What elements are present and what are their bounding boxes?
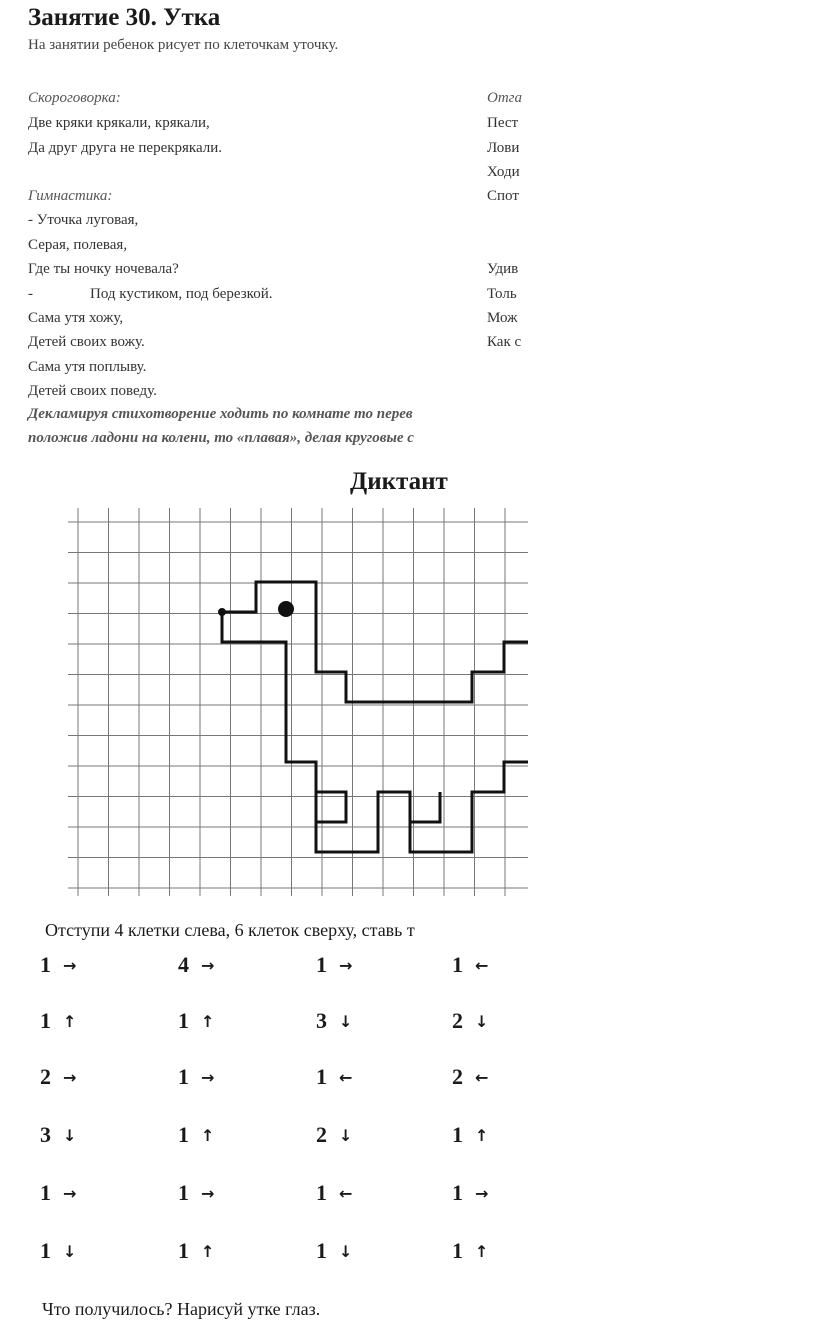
arrow-right-icon: → xyxy=(201,1183,215,1203)
arrow-right-icon: → xyxy=(63,1067,77,1087)
page-title: Занятие 30. Утка xyxy=(28,4,221,31)
step-count: 2 xyxy=(452,1008,463,1033)
arrow-right-icon: → xyxy=(201,1067,215,1087)
arrow-up-icon: ↑ xyxy=(201,1241,215,1261)
step-count: 1 xyxy=(40,1008,51,1033)
arrow-up-icon: ↑ xyxy=(475,1241,489,1261)
step-count: 1 xyxy=(316,1180,327,1205)
poem-line: Детей своих поведу. xyxy=(28,383,157,399)
poem-line: Сама утя поплыву. xyxy=(28,359,147,375)
tongue-twister-line: Две кряки крякали, крякали, xyxy=(28,115,210,131)
step-count: 1 xyxy=(452,1122,463,1147)
tongue-twister-line: Да друг друга не перекрякали. xyxy=(28,140,223,156)
step-count: 4 xyxy=(178,952,189,977)
step-count: 1 xyxy=(316,1064,327,1089)
step-count: 1 xyxy=(40,1238,51,1263)
dictant-step xyxy=(178,1180,214,1206)
dictant-step xyxy=(40,1122,76,1148)
duck-eye xyxy=(278,601,294,617)
step-count: 1 xyxy=(178,1064,189,1089)
poem-line: Под кустиком, под березкой. xyxy=(90,286,273,302)
instruction-note: положив ладони на колени, то «плавая», делая круговые с xyxy=(28,430,414,446)
right-col-line: Спот xyxy=(487,188,519,204)
dictant-step xyxy=(178,1064,214,1090)
footer-question: Что получилось? Нарисуй утке глаз. xyxy=(42,1299,321,1319)
step-count: 1 xyxy=(178,1238,189,1263)
arrow-left-icon: ← xyxy=(339,1183,353,1203)
dictant-step xyxy=(452,1064,488,1090)
dictant-step xyxy=(178,1008,214,1034)
right-col-line: Мож xyxy=(487,310,518,326)
step-count: 3 xyxy=(316,1008,327,1033)
dictant-step xyxy=(316,1180,352,1206)
dictant-step xyxy=(40,1064,76,1090)
right-col-line: Как с xyxy=(487,334,522,350)
poem-line: - Уточка луговая, xyxy=(28,212,139,228)
poem-line: Сама утя хожу, xyxy=(28,310,124,326)
arrow-right-icon: → xyxy=(339,955,353,975)
dictant-step xyxy=(316,952,352,978)
arrow-down-icon: ↓ xyxy=(63,1241,77,1261)
right-col-line: Толь xyxy=(487,286,517,302)
arrow-up-icon: ↑ xyxy=(201,1011,215,1031)
dictant-step xyxy=(40,1180,76,1206)
dictant-step xyxy=(316,1008,352,1034)
arrow-down-icon: ↓ xyxy=(339,1125,353,1145)
step-count: 1 xyxy=(316,1238,327,1263)
tongue-twister-label: Скороговорка: xyxy=(28,90,121,106)
dictant-step xyxy=(178,1122,214,1148)
dictant-step xyxy=(316,1064,352,1090)
page-subtitle: На занятии ребенок рисует по клеточкам уточку. xyxy=(28,37,339,53)
dictant-step xyxy=(452,1238,488,1264)
arrow-up-icon: ↑ xyxy=(475,1125,489,1145)
right-col-line: Удив xyxy=(487,261,519,277)
dictant-heading: Диктант xyxy=(350,468,448,495)
arrow-down-icon: ↓ xyxy=(475,1011,489,1031)
step-count: 2 xyxy=(316,1122,327,1147)
drawing-grid xyxy=(68,508,528,900)
poem-dash: - xyxy=(28,286,33,302)
arrow-right-icon: → xyxy=(63,1183,77,1203)
dictant-step xyxy=(178,1238,214,1264)
dictant-step xyxy=(40,1008,76,1034)
arrow-right-icon: → xyxy=(63,955,77,975)
poem-line: Серая, полевая, xyxy=(28,237,128,253)
dictant-step xyxy=(40,1238,76,1264)
right-col-line: Ходи xyxy=(487,164,520,180)
step-count: 1 xyxy=(452,1180,463,1205)
step-count: 1 xyxy=(178,1180,189,1205)
duck-outline xyxy=(222,612,528,852)
arrow-left-icon: ← xyxy=(475,1067,489,1087)
step-count: 1 xyxy=(452,952,463,977)
poem-line: Где ты ночку ночевала? xyxy=(28,261,179,277)
step-count: 1 xyxy=(40,952,51,977)
step-count: 2 xyxy=(40,1064,51,1089)
step-count: 1 xyxy=(178,1008,189,1033)
step-count: 2 xyxy=(452,1064,463,1089)
dictant-step xyxy=(40,952,76,978)
poem-line: Детей своих вожу. xyxy=(28,334,145,350)
instruction-note: Декламируя стихотворение ходить по комнате то перев xyxy=(28,406,413,422)
right-col-line: Пест xyxy=(487,115,519,131)
arrow-down-icon: ↓ xyxy=(339,1241,353,1261)
arrow-up-icon: ↑ xyxy=(201,1125,215,1145)
arrow-left-icon: ← xyxy=(475,955,489,975)
gymnastics-label: Гимнастика: xyxy=(28,188,113,204)
step-count: 1 xyxy=(178,1122,189,1147)
arrow-left-icon: ← xyxy=(339,1067,353,1087)
dictant-instruction: Отступи 4 клетки слева, 6 клеток сверху, ставь т xyxy=(45,920,415,940)
arrow-up-icon: ↑ xyxy=(63,1011,77,1031)
step-count: 1 xyxy=(316,952,327,977)
dictant-step xyxy=(452,1008,488,1034)
dictant-step xyxy=(316,1238,352,1264)
dictant-step xyxy=(452,952,488,978)
dictant-step xyxy=(452,1122,488,1148)
step-count: 1 xyxy=(452,1238,463,1263)
arrow-right-icon: → xyxy=(475,1183,489,1203)
arrow-right-icon: → xyxy=(201,955,215,975)
start-dot xyxy=(218,608,226,616)
right-col-label: Отга xyxy=(487,90,523,106)
arrow-down-icon: ↓ xyxy=(339,1011,353,1031)
arrow-down-icon: ↓ xyxy=(63,1125,77,1145)
right-col-line: Лови xyxy=(487,140,520,156)
dictant-step xyxy=(178,952,214,978)
dictant-step xyxy=(452,1180,488,1206)
dictant-step xyxy=(316,1122,352,1148)
step-count: 1 xyxy=(40,1180,51,1205)
step-count: 3 xyxy=(40,1122,51,1147)
